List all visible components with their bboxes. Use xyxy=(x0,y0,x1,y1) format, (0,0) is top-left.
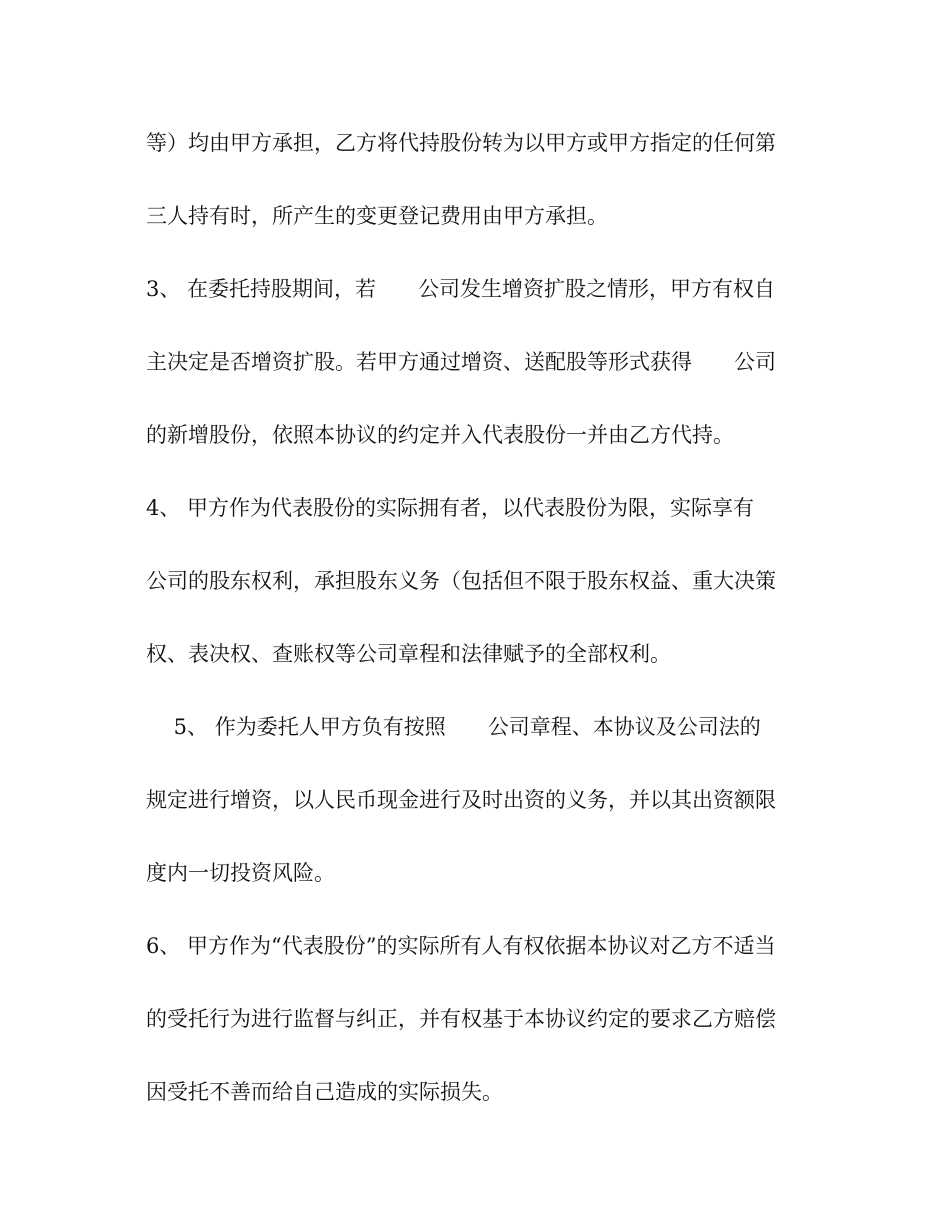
text-line: 的新增股份，依照本协议的约定并入代表股份一并由乙方代持。 xyxy=(146,423,734,447)
text-line: 主决定是否增资扩股。若甲方通过增资、送配股等形式获得 公司 xyxy=(146,350,776,374)
text-line: 等）均由甲方承担，乙方将代持股份转为以甲方或甲方指定的任何第 xyxy=(146,131,776,155)
text-line: 的受托行为进行监督与纠正，并有权基于本协议约定的要求乙方赔偿 xyxy=(146,1007,776,1031)
clause-5-line: 5、 作为委托人甲方负有按照 公司章程、本协议及公司法的 xyxy=(146,715,761,739)
text-line: 权、表决权、查账权等公司章程和法律赋予的全部权利。 xyxy=(146,642,671,666)
clause-3-line: 3、 在委托持股期间，若 公司发生增资扩股之情形，甲方有权自 xyxy=(146,277,776,301)
clause-4-line: 4、 甲方作为代表股份的实际拥有者，以代表股份为限，实际享有 xyxy=(146,496,755,520)
text-line: 公司的股东权利，承担股东义务（包括但不限于股东权益、重大决策 xyxy=(146,569,776,593)
text-line: 三人持有时，所产生的变更登记费用由甲方承担。 xyxy=(146,204,608,228)
text-line: 度内一切投资风险。 xyxy=(146,861,335,885)
text-line: 规定进行增资，以人民币现金进行及时出资的义务，并以其出资额限 xyxy=(146,788,776,812)
text-line: 因受托不善而给自己造成的实际损失。 xyxy=(146,1080,503,1104)
clause-6-line: 6、 甲方作为“代表股份”的实际所有人有权依据本协议对乙方不适当 xyxy=(146,934,776,958)
